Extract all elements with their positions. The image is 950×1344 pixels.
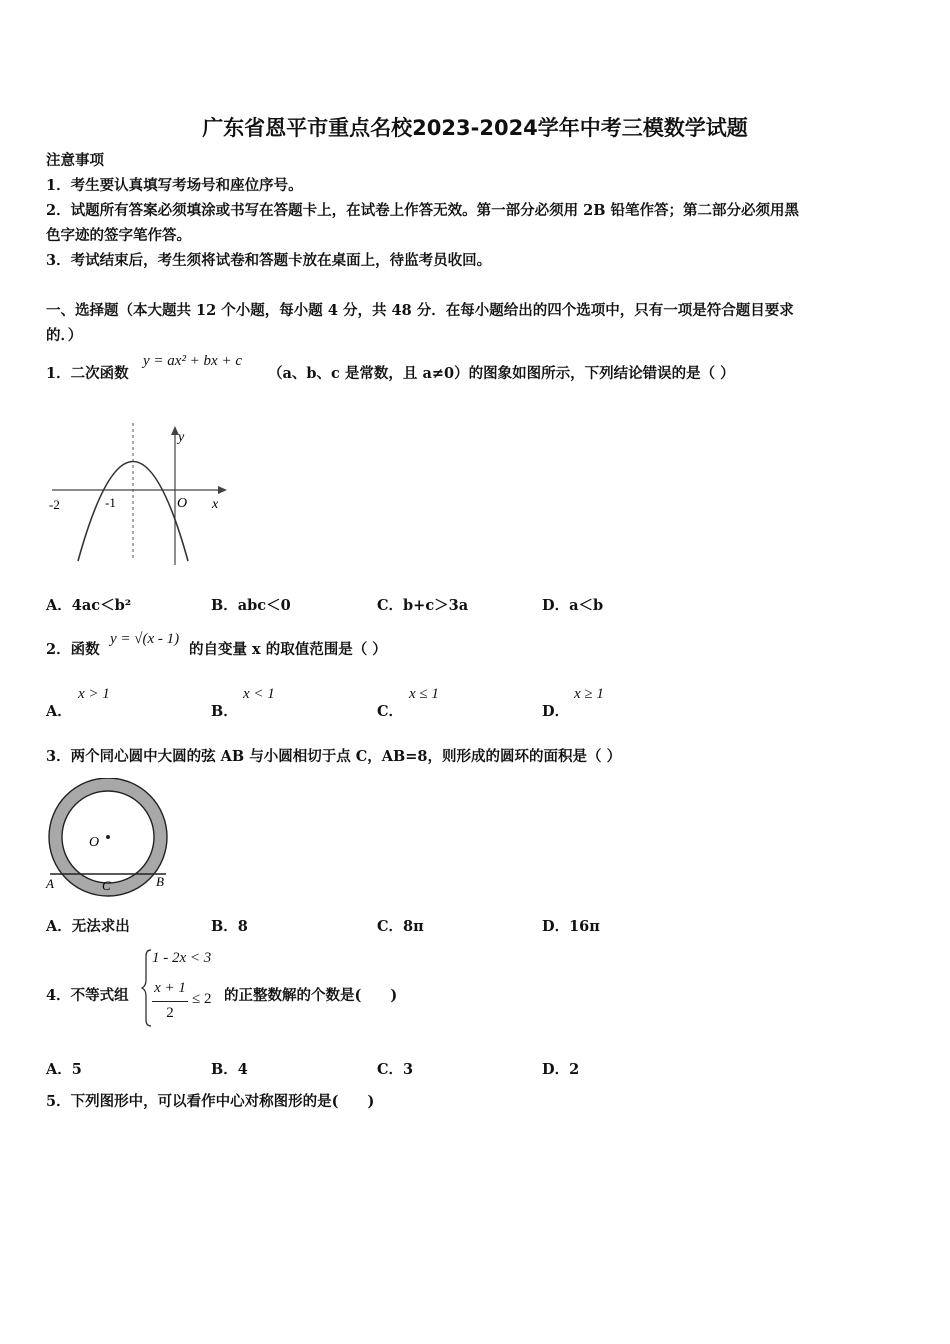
q1-option-b[interactable]: B．abc＜0 bbox=[211, 597, 291, 614]
q3-option-a[interactable]: A．无法求出 bbox=[46, 918, 130, 935]
q1-option-c[interactable]: C．b+c＞3a bbox=[377, 597, 469, 614]
q1-option-d[interactable]: D．a＜b bbox=[542, 597, 604, 614]
q1-parabola-graph bbox=[44, 415, 244, 575]
q2-formula: y = √(x - 1) bbox=[110, 631, 180, 647]
point-a-label: A bbox=[46, 876, 54, 891]
parabola-curve bbox=[78, 462, 188, 562]
q4-fraction-bar bbox=[152, 1001, 188, 1002]
origin-label: O bbox=[177, 496, 188, 511]
section-heading-cont: 的．） bbox=[46, 327, 83, 344]
q4-option-d[interactable]: D．2 bbox=[542, 1061, 580, 1078]
q1-formula: y = ax² + bx + c bbox=[143, 353, 242, 369]
q1-option-a[interactable]: A．4ac＜b² bbox=[46, 597, 132, 614]
q3-option-d[interactable]: D．16π bbox=[542, 918, 600, 935]
q2-option-c-expr[interactable]: x ≤ 1 bbox=[409, 686, 439, 702]
q3-option-c[interactable]: C．8π bbox=[377, 918, 424, 935]
q4-suffix: 的正整数解的个数是( ) bbox=[224, 987, 398, 1004]
q3-option-b[interactable]: B．8 bbox=[211, 918, 248, 935]
center-dot bbox=[106, 835, 110, 839]
notice-item: 1．考生要认真填写考场号和座位序号。 bbox=[46, 177, 303, 194]
section-heading: 一、选择题（本大题共 12 个小题，每小题 4 分，共 48 分．在每小题给出的四个选项中，只有一项是符合题目要求 bbox=[46, 302, 794, 319]
point-c-label: C bbox=[102, 878, 111, 893]
q5-text: 5．下列图形中，可以看作中心对称图形的是( ) bbox=[46, 1093, 375, 1110]
notice-item: 2．试题所有答案必须填涂或书写在答题卡上，在试卷上作答无效。第一部分必须用 2B 铅笔作答；第二部分必须用黑 bbox=[46, 202, 800, 219]
q2-option-a-label[interactable]: A． bbox=[46, 703, 72, 720]
notice-item: 色字迹的签字笔作答。 bbox=[46, 227, 191, 244]
q2-suffix: 的自变量 x 的取值范围是（ ） bbox=[189, 641, 387, 658]
q4-inequality-1: 1 - 2x < 3 bbox=[152, 950, 212, 966]
q4-option-a[interactable]: A．5 bbox=[46, 1061, 82, 1078]
q4-option-c[interactable]: C．3 bbox=[377, 1061, 414, 1078]
q2-option-d-expr[interactable]: x ≥ 1 bbox=[574, 686, 604, 702]
q2-option-b-label[interactable]: B． bbox=[211, 703, 238, 720]
notice-heading: 注意事项 bbox=[46, 152, 104, 169]
q3-annulus-figure bbox=[40, 778, 180, 898]
q2-option-b-expr[interactable]: x < 1 bbox=[243, 686, 275, 702]
q4-prefix: 4．不等式组 bbox=[46, 987, 129, 1004]
q1-prefix: 1．二次函数 bbox=[46, 365, 129, 382]
q2-option-d-label[interactable]: D． bbox=[542, 703, 570, 720]
q4-fraction-denominator: 2 bbox=[166, 1005, 174, 1021]
notice-item: 3．考试结束后，考生须将试卷和答题卡放在桌面上，待监考员收回。 bbox=[46, 252, 492, 269]
q3-text: 3．两个同心圆中大圆的弦 AB 与小圆相切于点 C，AB=8，则形成的圆环的面积是（ ） bbox=[46, 748, 622, 765]
x-axis-arrow bbox=[218, 486, 227, 494]
q4-inequality-2-relation: ≤ 2 bbox=[192, 991, 212, 1007]
q1-suffix: （a、b、c 是常数，且 a≠0）的图象如图所示，下列结论错误的是（ ） bbox=[268, 365, 735, 382]
tick-label-neg2: -2 bbox=[49, 497, 60, 512]
x-label: x bbox=[212, 497, 219, 512]
q4-option-b[interactable]: B．4 bbox=[211, 1061, 248, 1078]
center-label: O bbox=[89, 835, 100, 850]
tick-label-neg1: -1 bbox=[105, 495, 116, 510]
q2-option-c-label[interactable]: C． bbox=[377, 703, 404, 720]
y-label: y bbox=[178, 430, 185, 445]
page-title: 广东省恩平市重点名校2023-2024学年中考三模数学试题 bbox=[202, 116, 748, 140]
q2-prefix: 2．函数 bbox=[46, 641, 100, 658]
point-b-label: B bbox=[156, 874, 164, 889]
q2-option-a-expr[interactable]: x > 1 bbox=[78, 686, 110, 702]
q4-fraction-numerator: x + 1 bbox=[154, 980, 186, 996]
